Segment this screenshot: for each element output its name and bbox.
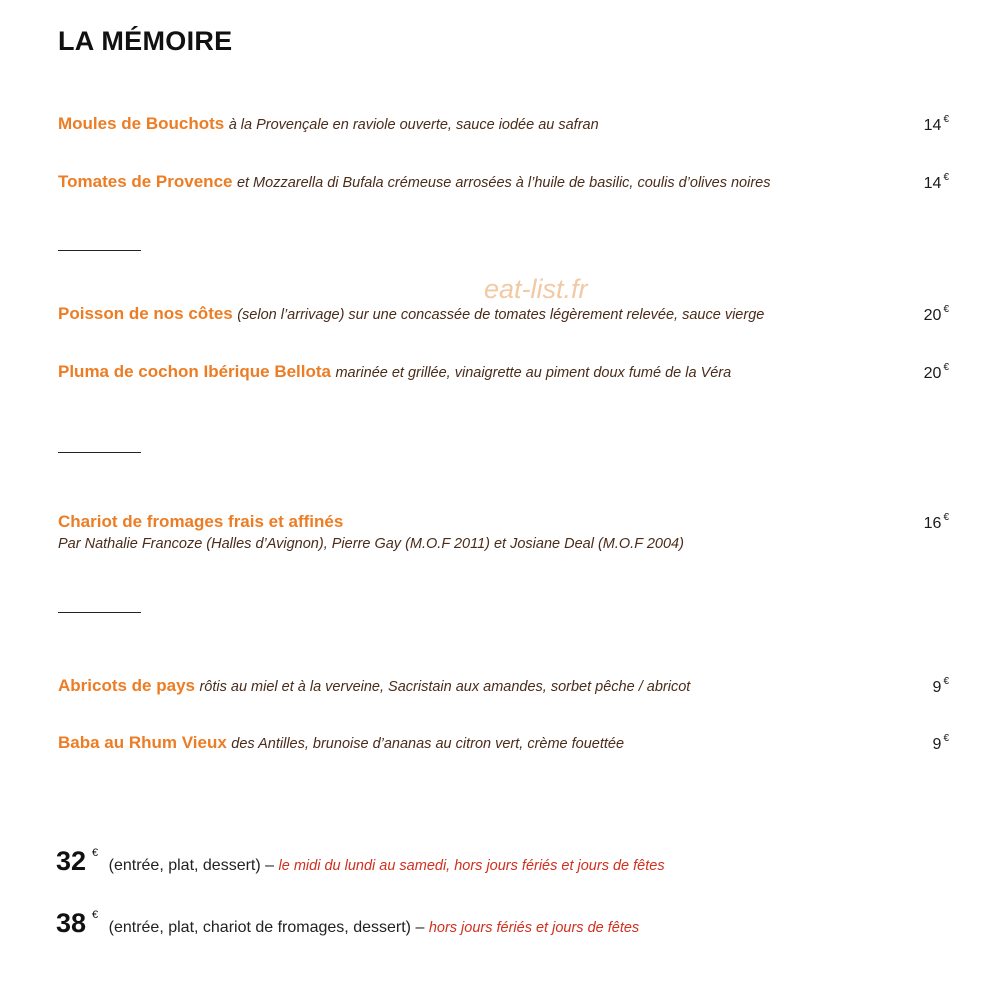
set-menu-courses: (entrée, plat, chariot de fromages, dessert) bbox=[108, 919, 411, 936]
euro-symbol: € bbox=[92, 847, 99, 859]
set-menu bbox=[56, 908, 639, 939]
menu-item bbox=[58, 304, 949, 324]
dish-name: Poisson de nos côtes bbox=[58, 304, 233, 323]
section-divider bbox=[58, 612, 141, 613]
menu-item bbox=[58, 362, 949, 382]
dish-description: Par Nathalie Francoze (Halles d’Avignon), Pierre Gay (M.O.F 2011) et Josiane Deal (M.O.F 2004) bbox=[58, 536, 684, 552]
euro-symbol: € bbox=[943, 114, 949, 125]
dish-price bbox=[924, 114, 949, 135]
price-value: 20 bbox=[923, 307, 942, 324]
dish-price bbox=[924, 512, 949, 533]
dish-name: Tomates de Provence bbox=[58, 172, 233, 191]
dish-description: (selon l’arrivage) sur une concassée de tomates légèrement relevée, sauce vierge bbox=[237, 307, 765, 323]
menu-item bbox=[58, 172, 949, 192]
dish-price bbox=[933, 733, 949, 754]
set-menu-price: 32 bbox=[56, 846, 87, 876]
watermark: eat-list.fr bbox=[484, 274, 588, 304]
menu-item bbox=[58, 512, 949, 552]
dish-description: à la Provençale en raviole ouverte, sauce iodée au safran bbox=[228, 117, 599, 133]
euro-symbol: € bbox=[92, 909, 99, 921]
dish-name: Moules de Bouchots bbox=[58, 114, 225, 133]
price-value: 14 bbox=[923, 175, 942, 192]
section-divider bbox=[58, 452, 141, 453]
menu-title: LA MÉMOIRE bbox=[58, 26, 233, 56]
menu-item bbox=[58, 114, 949, 134]
price-value: 9 bbox=[932, 679, 942, 696]
set-menu bbox=[56, 846, 665, 877]
section-divider bbox=[58, 250, 141, 251]
set-menu-dash: – bbox=[265, 857, 275, 874]
dish-description: des Antilles, brunoise d’ananas au citron vert, crème fouettée bbox=[231, 736, 625, 752]
price-value: 14 bbox=[923, 117, 942, 134]
euro-symbol: € bbox=[943, 512, 949, 523]
dish-description: et Mozzarella di Bufala crémeuse arrosées à l’huile de basilic, coulis d’olives noires bbox=[236, 175, 771, 191]
dish-name: Baba au Rhum Vieux bbox=[58, 733, 227, 752]
euro-symbol: € bbox=[943, 172, 949, 183]
set-menu-note: hors jours fériés et jours de fêtes bbox=[428, 920, 640, 936]
euro-symbol: € bbox=[943, 362, 949, 373]
set-menu-courses: (entrée, plat, dessert) bbox=[108, 857, 261, 874]
dish-price bbox=[933, 676, 949, 697]
price-value: 16 bbox=[923, 515, 942, 532]
menu-item bbox=[58, 733, 949, 753]
menu-item bbox=[58, 676, 949, 696]
dish-description: marinée et grillée, vinaigrette au piment doux fumé de la Véra bbox=[335, 365, 732, 381]
dish-name: Abricots de pays bbox=[58, 676, 195, 695]
euro-symbol: € bbox=[943, 676, 949, 687]
dish-price bbox=[924, 304, 949, 325]
dish-description: rôtis au miel et à la verveine, Sacristain aux amandes, sorbet pêche / abricot bbox=[199, 679, 691, 695]
dish-price bbox=[924, 172, 949, 193]
price-value: 20 bbox=[923, 365, 942, 382]
price-value: 9 bbox=[932, 736, 942, 753]
euro-symbol: € bbox=[943, 733, 949, 744]
set-menu-note: le midi du lundi au samedi, hors jours fériés et jours de fêtes bbox=[278, 858, 665, 874]
set-menu-dash: – bbox=[415, 919, 425, 936]
euro-symbol: € bbox=[943, 304, 949, 315]
dish-name: Chariot de fromages frais et affinés bbox=[58, 512, 344, 531]
set-menu-price: 38 bbox=[56, 908, 87, 938]
dish-name: Pluma de cochon Ibérique Bellota bbox=[58, 362, 331, 381]
dish-price bbox=[924, 362, 949, 383]
